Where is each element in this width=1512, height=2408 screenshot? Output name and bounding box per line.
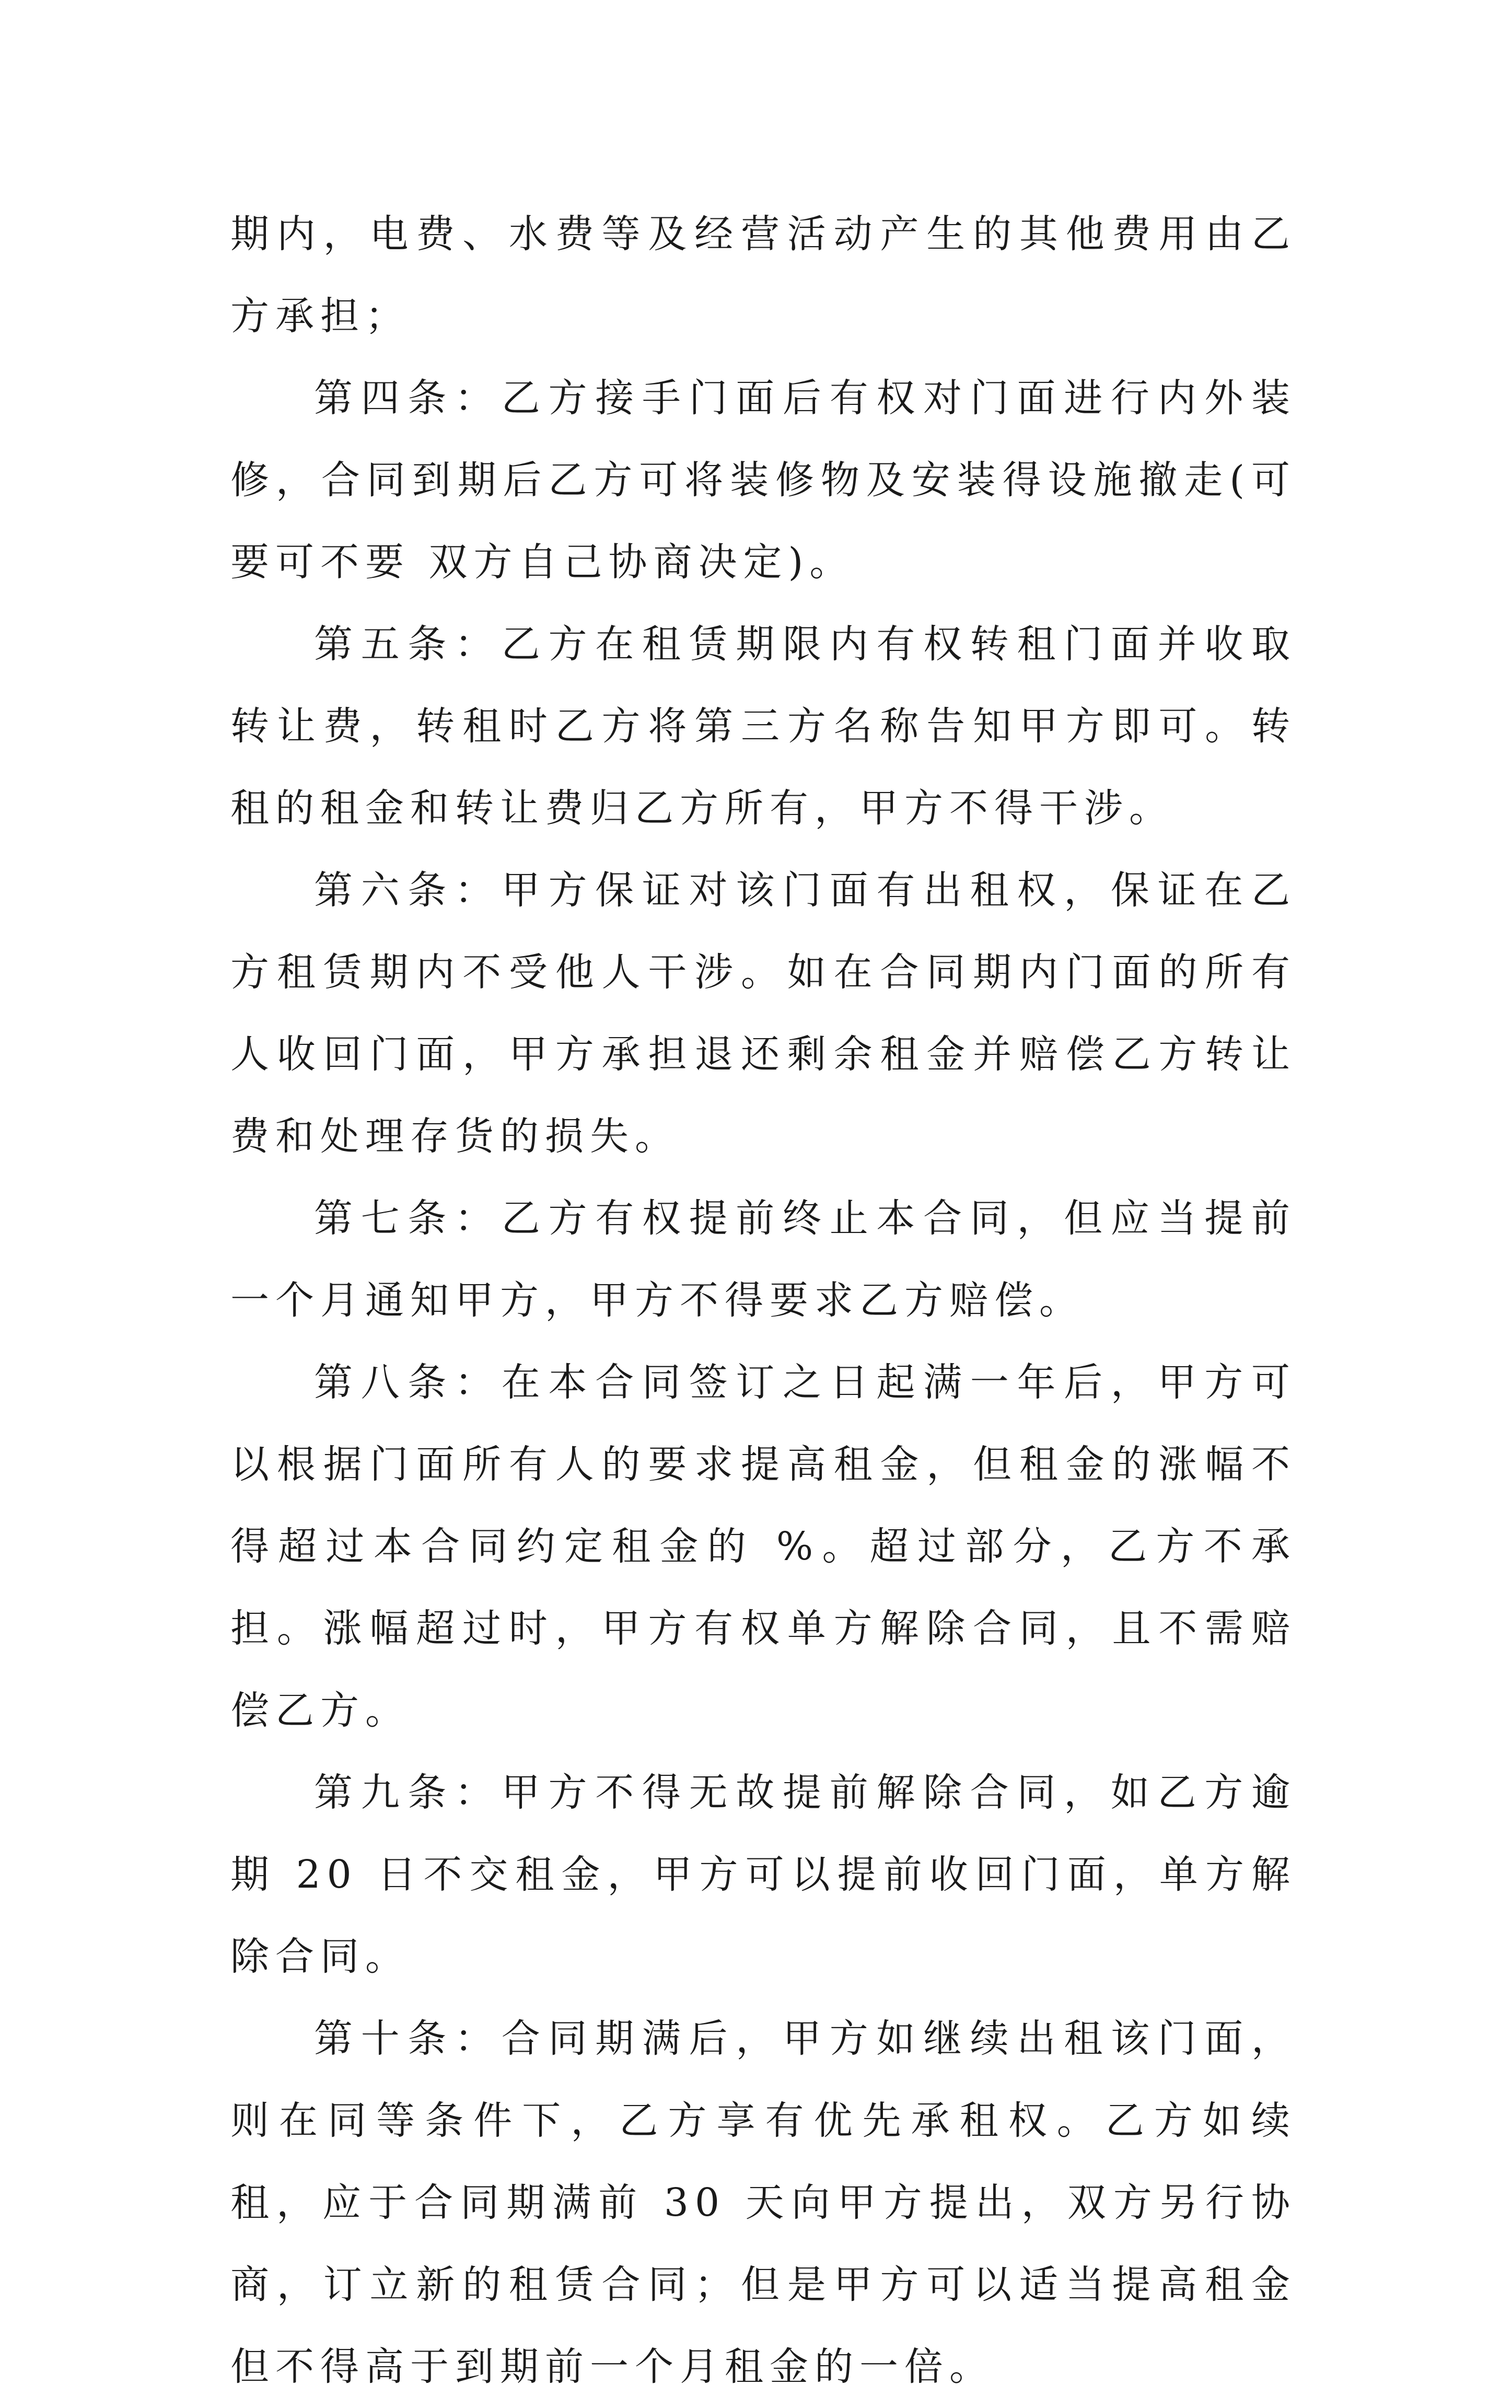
clause-5: 第五条：乙方在租赁期限内有权转租门面并收取转让费，转租时乙方将第三方名称告知甲方即可。转租的租金和转让费归乙方所有，甲方不得干涉。	[230, 622, 1296, 831]
clause-7: 第七条：乙方有权提前终止本合同，但应当提前一个月通知甲方，甲方不得要求乙方赔偿。	[230, 1196, 1296, 1323]
paragraph-continuation: 期内，电费、水费等及经营活动产生的其他费用由乙方承担；	[230, 212, 1296, 339]
contract-body	[230, 193, 1296, 2408]
clause-4: 第四条：乙方接手门面后有权对门面进行内外装修，合同到期后乙方可将装修物及安装得设施撤走(可要可不要 双方自己协商决定)。	[230, 376, 1296, 585]
clause-8: 第八条：在本合同签订之日起满一年后，甲方可以根据门面所有人的要求提高租金，但租金的涨幅不得超过本合同约定租金的 %。超过部分，乙方不承担。涨幅超过时，甲方有权单方解除合同，且不需赔偿乙方。	[230, 1360, 1296, 1733]
clause-10: 第十条：合同期满后，甲方如继续出租该门面，则在同等条件下，乙方享有优先承租权。乙方如续租，应于合同期满前 30 天向甲方提出，双方另行协商，订立新的租赁合同；但是甲方可以适当提高租金但不得高于到期前一个月租金的一倍。	[230, 2016, 1296, 2389]
clause-9: 第九条：甲方不得无故提前解除合同，如乙方逾期 20 日不交租金，甲方可以提前收回门面，单方解除合同。	[230, 1770, 1296, 1979]
clause-6: 第六条：甲方保证对该门面有出租权，保证在乙方租赁期内不受他人干涉。如在合同期内门面的所有人收回门面，甲方承担退还剩余租金并赔偿乙方转让费和处理存货的损失。	[230, 868, 1296, 1159]
